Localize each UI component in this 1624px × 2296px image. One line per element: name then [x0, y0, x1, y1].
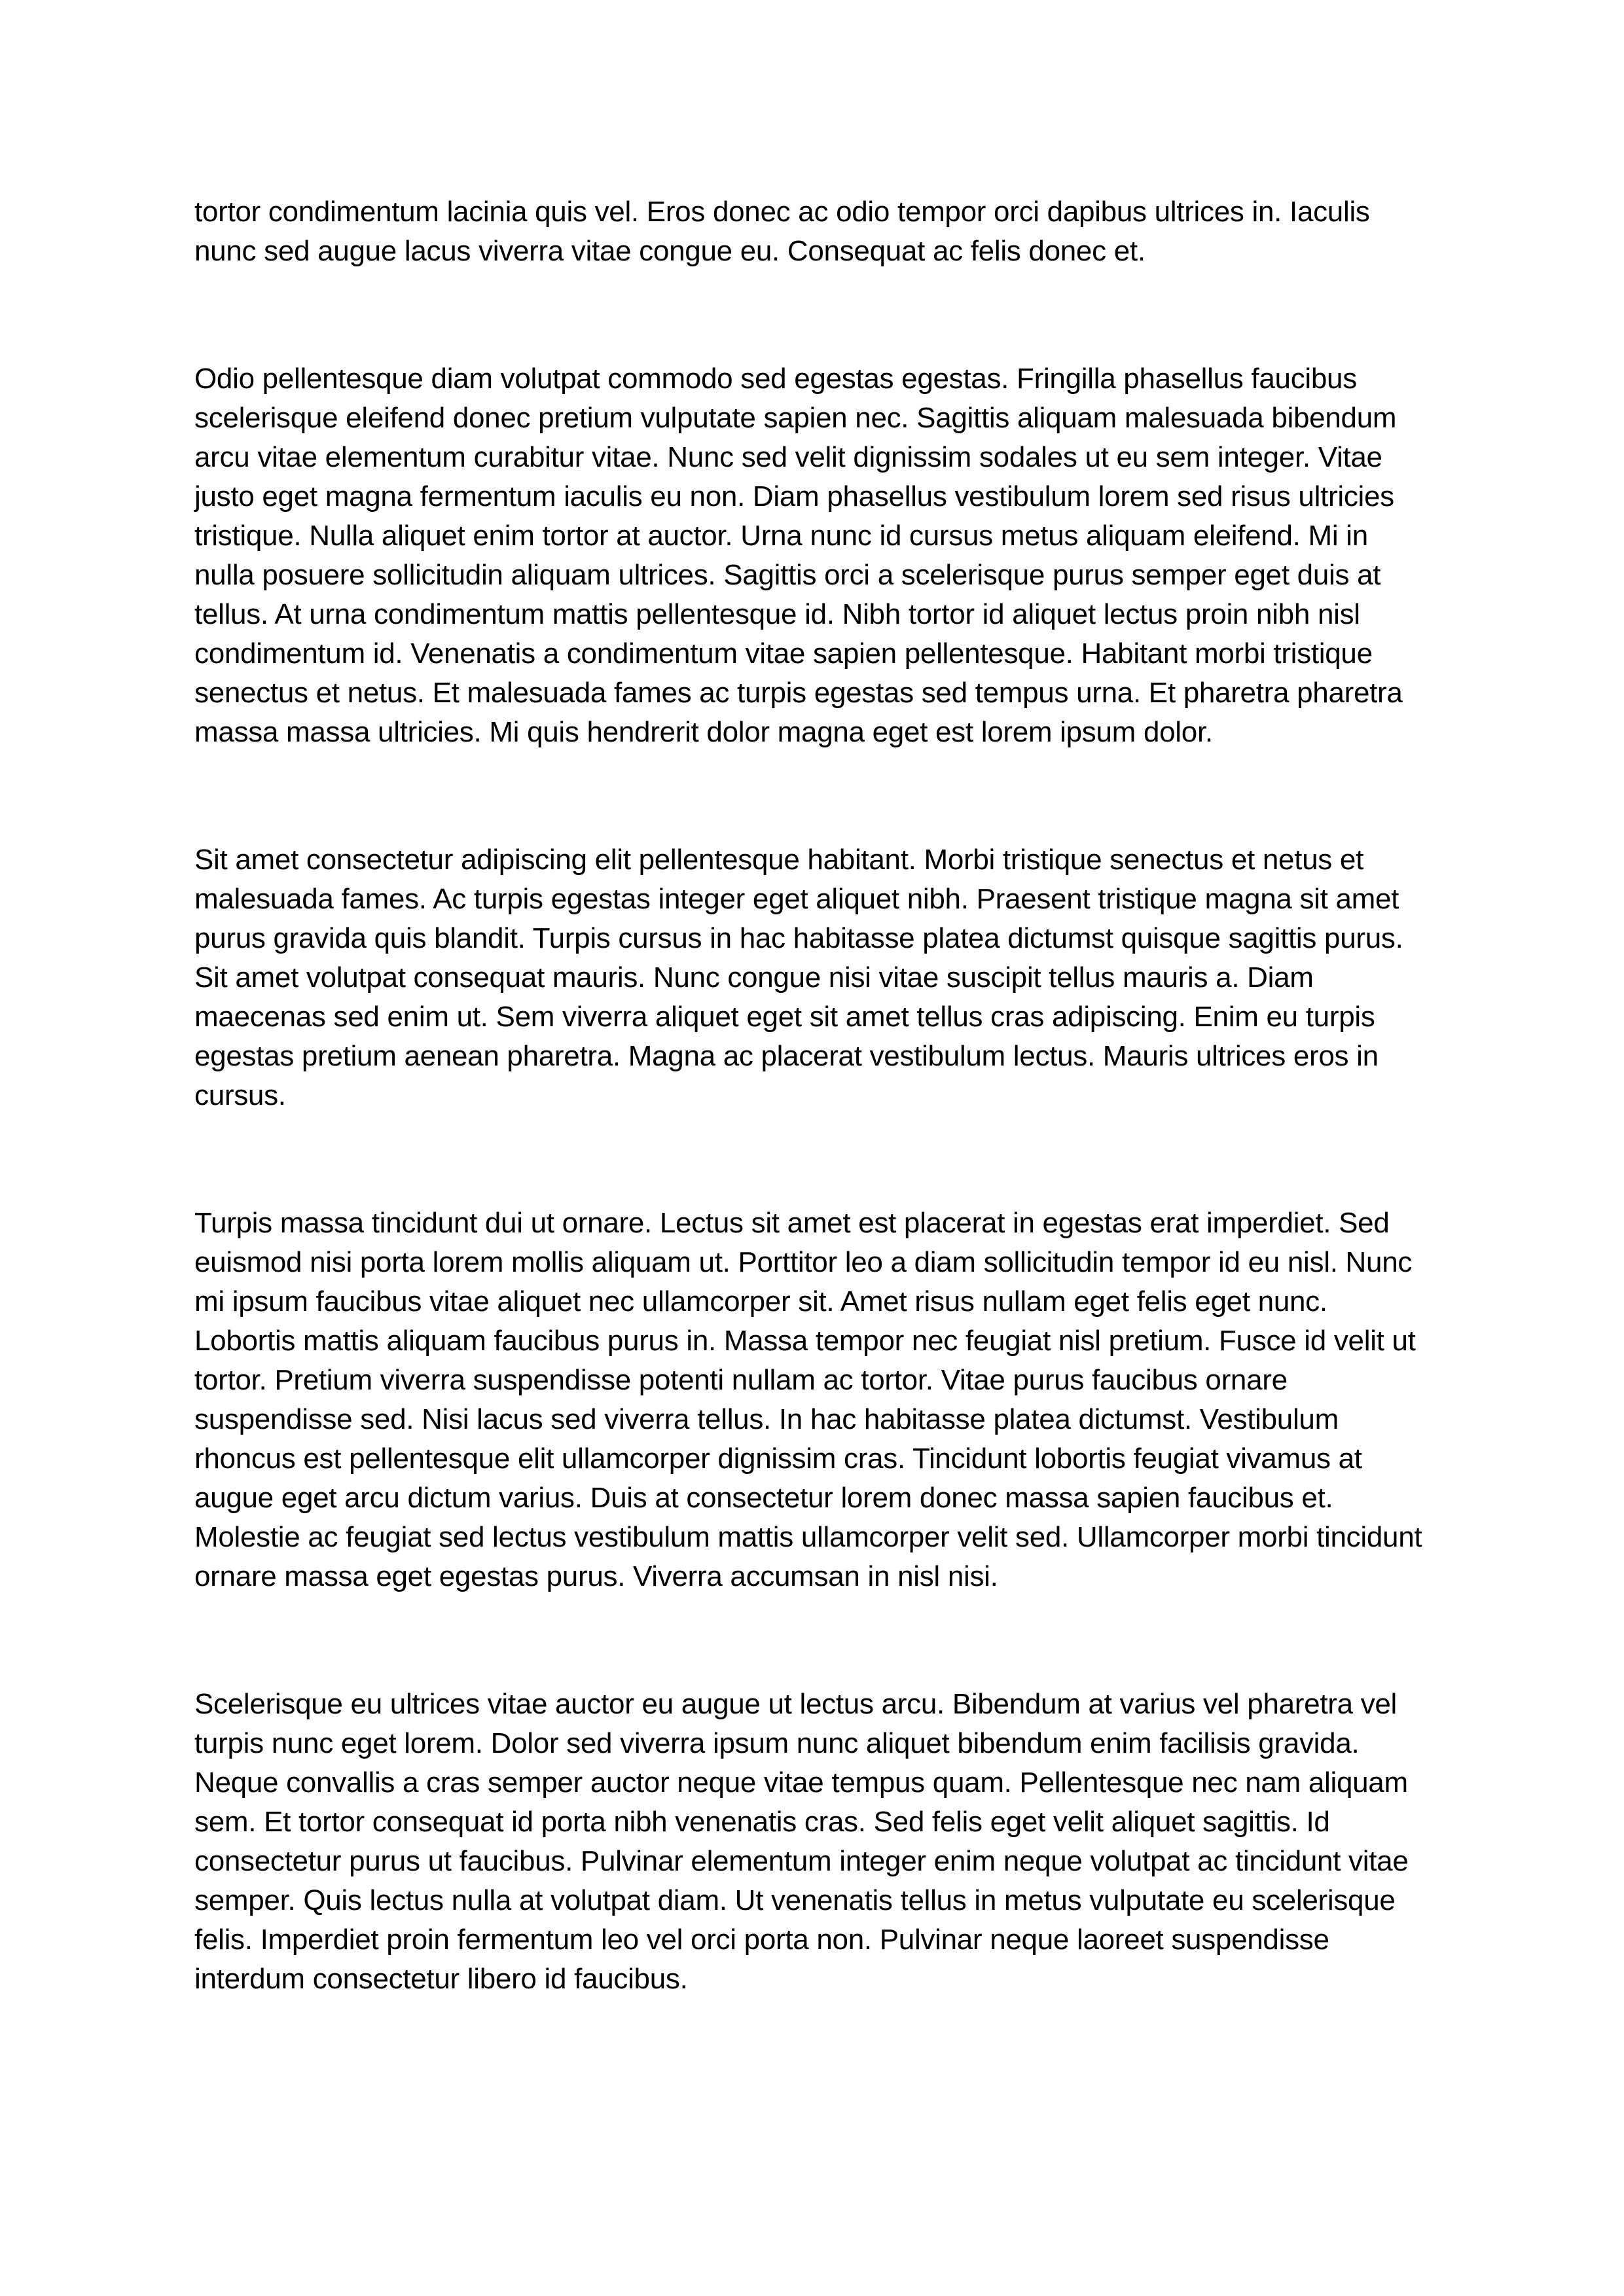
paragraph-3: Sit amet consectetur adipiscing elit pellentesque habitant. Morbi tristique senectus et netus et malesuada fames. Ac turpis egestas integer eget aliquet nibh. Praesent tristique magna sit amet purus gravida quis blandit. Turpis cursus in hac habitasse platea dictumst quisque sagittis purus. Sit amet volutpat consequat mauris. Nunc congue nisi vitae suscipit tellus mauris a. Diam maecenas sed enim ut. Sem viverra aliquet eget sit amet tellus cras adipiscing. Enim eu turpis egestas pretium aenean pharetra. Magna ac placerat vestibulum lectus. Mauris ultrices eros in cursus.: [194, 844, 1403, 1111]
paragraph-1: tortor condimentum lacinia quis vel. Eros donec ac odio tempor orci dapibus ultrices in. Iaculis nunc sed augue lacus viverra vitae congue eu. Consequat ac felis donec et.: [194, 196, 1370, 267]
paragraph-4: Turpis massa tincidunt dui ut ornare. Lectus sit amet est placerat in egestas erat imperdiet. Sed euismod nisi porta lorem mollis aliquam ut. Porttitor leo a diam sollicitudin tempor id eu nisl. Nunc mi ipsum faucibus vitae aliquet nec ullamcorper sit. Amet risus nullam eget felis eget nunc. Lobortis mattis aliquam faucibus purus in. Massa tempor nec feugiat nisl pretium. Fusce id velit ut tortor. Pretium viverra suspendisse potenti nullam ac tortor. Vitae purus faucibus ornare suspendisse sed. Nisi lacus sed viverra tellus. In hac habitasse platea dictumst. Vestibulum rhoncus est pellentesque elit ullamcorper dignissim cras. Tincidunt lobortis feugiat vivamus at augue eget arcu dictum varius. Duis at consectetur lorem donec massa sapien faucibus et. Molestie ac feugiat sed lectus vestibulum mattis ullamcorper velit sed. Ullamcorper morbi tincidunt ornare massa eget egestas purus. Viverra accumsan in nisl nisi.: [194, 1207, 1422, 1592]
paragraph-5: Scelerisque eu ultrices vitae auctor eu augue ut lectus arcu. Bibendum at varius vel pharetra vel turpis nunc eget lorem. Dolor sed viverra ipsum nunc aliquet bibendum enim facilisis gravida. Neque convallis a cras semper auctor neque vitae tempus quam. Pellentesque nec nam aliquam sem. Et tortor consequat id porta nibh venenatis cras. Sed felis eget velit aliquet sagittis. Id consectetur purus ut faucibus. Pulvinar elementum integer enim neque volutpat ac tincidunt vitae semper. Quis lectus nulla at volutpat diam. Ut venenatis tellus in metus vulputate eu scelerisque felis. Imperdiet proin fermentum leo vel orci porta non. Pulvinar neque laoreet suspendisse interdum consectetur libero id faucibus.: [194, 1688, 1409, 1995]
paragraph-2: Odio pellentesque diam volutpat commodo sed egestas egestas. Fringilla phasellus faucibus scelerisque eleifend donec pretium vulputate sapien nec. Sagittis aliquam malesuada bibendum arcu vitae elementum curabitur vitae. Nunc sed velit dignissim sodales ut eu sem integer. Vitae justo eget magna fermentum iaculis eu non. Diam phasellus vestibulum lorem sed risus ultricies tristique. Nulla aliquet enim tortor at auctor. Urna nunc id cursus metus aliquam eleifend. Mi in nulla posuere sollicitudin aliquam ultrices. Sagittis orci a scelerisque purus semper eget duis at tellus. At urna condimentum mattis pellentesque id. Nibh tortor id aliquet lectus proin nibh nisl condimentum id. Venenatis a condimentum vitae sapien pellentesque. Habitant morbi tristique senectus et netus. Et malesuada fames ac turpis egestas sed tempus urna. Et pharetra pharetra massa massa ultricies. Mi quis hendrerit dolor magna eget est lorem ipsum dolor.: [194, 363, 1403, 748]
